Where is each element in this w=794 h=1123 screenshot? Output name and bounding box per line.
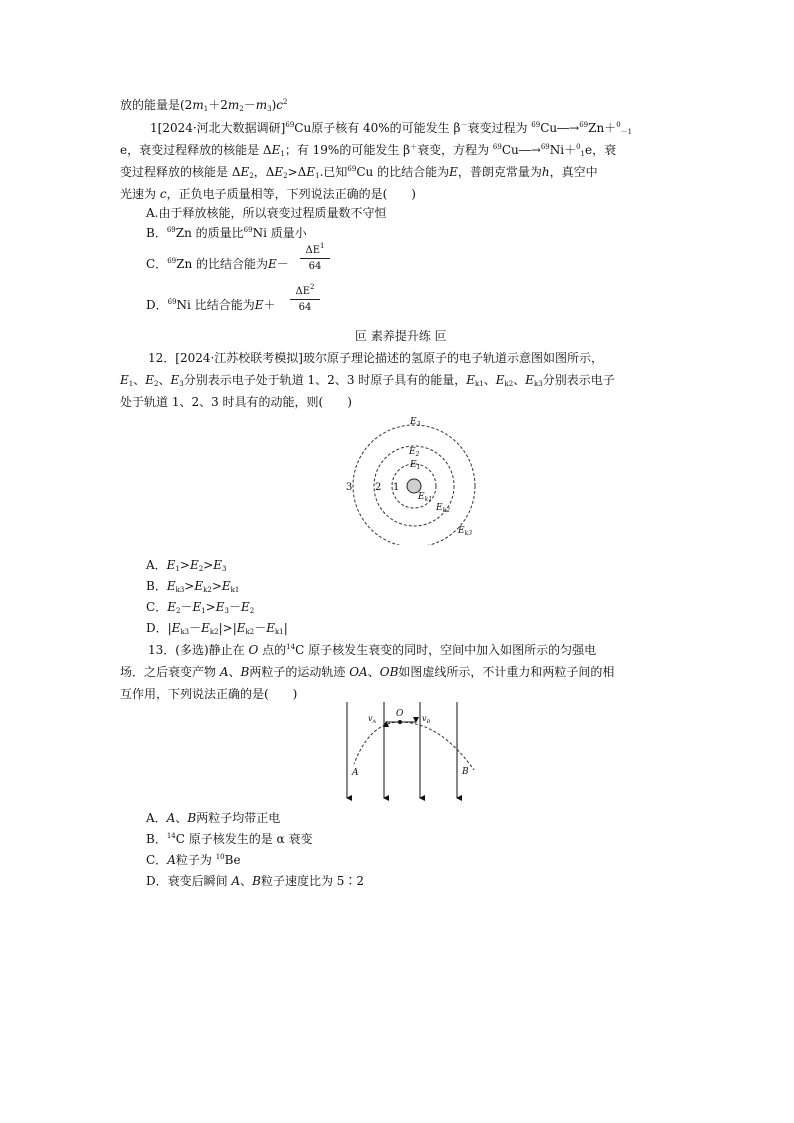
trajectory-oa bbox=[354, 722, 400, 764]
trajectory-ob bbox=[400, 722, 474, 770]
q11-option-d: D．$^{69}$Ni 比结合能为E＋ bbox=[146, 298, 276, 312]
nucleus bbox=[407, 479, 421, 493]
q13-stem-line2: 场．之后衰变产物 A、B两粒子的运动轨迹 OA、OB如图虚线所示，不计重力和两粒子间的相 bbox=[120, 665, 615, 679]
label-vb: $v_B$ bbox=[422, 714, 431, 725]
q11-option-b: B．$^{69}$Zn 的质量比$^{69}$Ni 质量小 bbox=[146, 226, 307, 240]
q11-option-c-numerator: $\Delta E^1$ bbox=[305, 242, 325, 256]
q10-tail-line: 放的能量是$(2m_1+2m_2-m_3)c^2$ bbox=[120, 98, 288, 113]
orbit-label-1: 1 bbox=[393, 482, 400, 493]
label-e3: $E_3$ bbox=[410, 417, 421, 428]
label-o: O bbox=[396, 709, 404, 719]
label-ek3: $E_{k3}$ bbox=[458, 526, 473, 537]
q12-stem-line1: 12．[2024·江苏校联考模拟]玻尔原子理论描述的氢原子的电子轨道示意图如图所示， bbox=[148, 351, 603, 365]
label-b: B bbox=[462, 767, 469, 777]
q11-option-d-numerator: $\Delta E^2$ bbox=[295, 283, 315, 297]
q12-stem-line2: $E_1$、$E_2$、$E_3$分别表示电子处于轨道 1、2、3 时原子具有的能量，$E_{k1}$、$E_{k2}$、$E_{k3}$分别表示电子 bbox=[120, 373, 615, 388]
q13-option-c: C．A粒子为 $^{10}$Be bbox=[146, 853, 241, 867]
q11-stem-line2: e，衰变过程释放的核能是 $\Delta E_1$；有 19%的可能发生 β＋衰变，方程为 $^{69}$Cu―→$^{69}$Ni＋$^0_1$e，衰 bbox=[120, 143, 617, 158]
label-va: $v_A$ bbox=[368, 714, 377, 725]
q11-option-c-fraction-bar bbox=[300, 258, 330, 259]
q11-option-c-denominator: 64 bbox=[308, 261, 322, 272]
label-ek1: $E_{k1}$ bbox=[418, 492, 433, 503]
point-o bbox=[398, 720, 402, 724]
q11-stem-line4: 光速为 c，正负电子质量相等，下列说法正确的是( ) bbox=[120, 187, 416, 201]
q11-option-c: C．$^{69}$Zn 的比结合能为E－ bbox=[146, 257, 289, 271]
q11-stem-line1: 1[2024·河北大数据调研]$^{69}$Cu原子核有 40%的可能发生 β－衰变过程为 $^{69}$Cu―→$^{69}$Zn＋$^0_{-1}$ bbox=[150, 121, 633, 136]
electric-field-figure bbox=[330, 700, 490, 804]
q12-option-a: A．$E_1>E_2>E_3$ bbox=[146, 558, 227, 573]
q13-option-b: B．$^{14}$C 原子核发生的是 α 衰变 bbox=[146, 832, 313, 846]
label-e1: $E_1$ bbox=[410, 460, 421, 471]
q12-option-d: D．$|E_{k3}-E_{k2}|>|E_{k2}-E_{k1}|$ bbox=[146, 621, 288, 636]
q13-stem-line3: 互作用，下列说法正确的是( ) bbox=[120, 687, 298, 701]
orbit-label-2: 2 bbox=[375, 482, 382, 493]
q11-stem-line3: 变过程释放的核能是 $\Delta E_2$，$\Delta E_2>\Delta E_1$.已知$^{69}$Cu 的比结合能为E，普朗克常量为h，真空中 bbox=[120, 165, 598, 180]
orbit-label-3: 3 bbox=[346, 482, 353, 493]
q11-option-d-denominator: 64 bbox=[298, 302, 312, 313]
q12-stem-line3: 处于轨道 1、2、3 时具有的动能，则( ) bbox=[120, 395, 352, 409]
label-a: A bbox=[352, 768, 359, 778]
q13-option-d: D．衰变后瞬间 A、B粒子速度比为 5∶2 bbox=[146, 874, 365, 888]
bohr-orbit-figure bbox=[330, 410, 490, 545]
q12-option-c: C．$E_2-E_1>E_3-E_2$ bbox=[146, 600, 255, 615]
q13-stem-line1: 13．(多选)静止在 O 点的$^{14}$C 原子核发生衰变的同时，空间中加入如图所示的匀强电 bbox=[148, 643, 597, 657]
q11-option-a: A.由于释放核能，所以衰变过程质量数不守恒 bbox=[146, 206, 387, 220]
label-e2: $E_2$ bbox=[409, 447, 420, 458]
section-title: 叵 素养提升练 叵 bbox=[355, 329, 447, 343]
q11-option-d-fraction-bar bbox=[290, 299, 320, 300]
q13-option-a: A．A、B两粒子均带正电 bbox=[146, 811, 281, 825]
label-ek2: $E_{k2}$ bbox=[436, 503, 451, 514]
q12-option-b: B．$E_{k3}>E_{k2}>E_{k1}$ bbox=[146, 579, 240, 594]
